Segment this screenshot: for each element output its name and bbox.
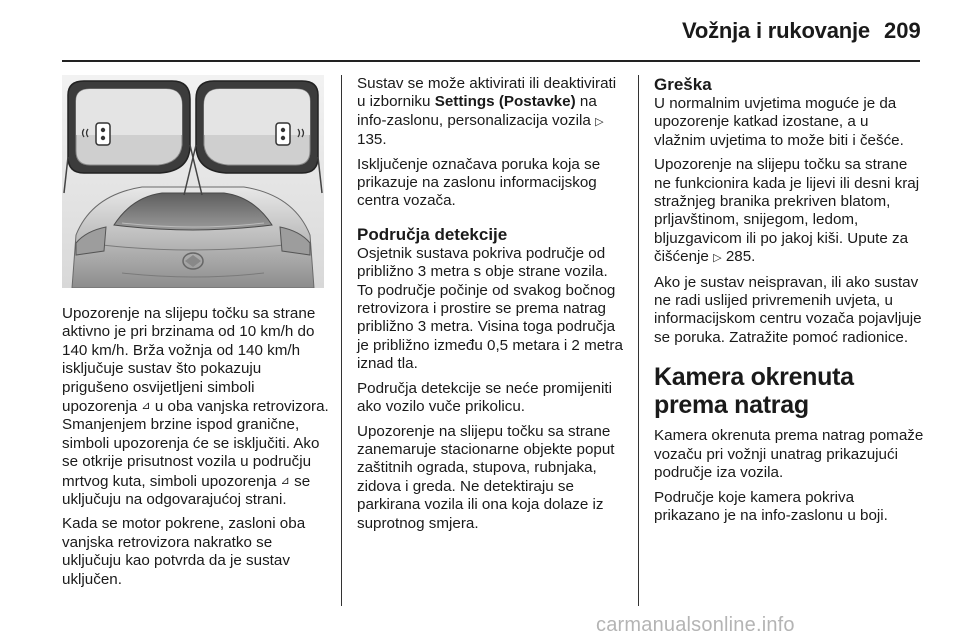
page-title: Vožnja i rukovanje <box>682 18 870 43</box>
heading-detection-zones: Područja detekcije <box>357 224 508 244</box>
paragraph-deactivation: Isključenje označava poruka koja se prikazuje na zaslonu informacijskog centra vozača. <box>357 155 601 210</box>
paragraph-bumper-covered <box>654 156 924 267</box>
blind-spot-mirrors-illustration <box>62 75 324 288</box>
text-span: Sustav se može aktivirati ili deaktivirati u izborniku <box>357 75 617 111</box>
column-3 <box>654 75 924 531</box>
paragraph-trailer: Područja detekcije se neće promijeniti ako vozilo vuče prikolicu. <box>357 379 612 416</box>
header-divider <box>62 60 920 62</box>
blind-spot-warning-icon-left <box>96 123 110 145</box>
heading-rear-view-camera: Kamera okrenuta prema natrag <box>654 363 854 420</box>
paragraph-engine-start: Kada se motor pokrene, zasloni oba vanjska retrovizora nakratko se uključuju kao potvrda da je sustav uključen. <box>62 515 306 588</box>
page-number: 209 <box>884 18 921 43</box>
text-span: na info-zaslonu, personalizacija vozila <box>357 93 597 129</box>
column-1 <box>62 305 330 595</box>
blind-spot-warning-icon-right <box>276 123 290 145</box>
heading-fault: Greška <box>654 75 712 94</box>
paragraph-normal-conditions: U normalnim uvjetima moguće je da upozorenje katkad izostane, a u vlažnim uvjetima to može biti i češće. <box>654 95 904 149</box>
paragraph-stationary-objects: Upozorenje na slijepu točku sa strane zanemaruje stacionarne objekte poput zaštitnih ograda, stupova, rubnjaka, zidova i greda. Ne detektiraju se parkirana vozila ili ona koja dolaze iz suprotnog smjera. <box>357 422 615 532</box>
page-reference-arrow-icon: ▷ <box>713 252 722 265</box>
paragraph-camera-help: Kamera okrenuta prema natrag pomaže vozaču pri vožnji unatrag prikazujući područje iza vozila. <box>654 427 924 482</box>
blind-spot-symbol-icon: ⊿ <box>280 474 290 487</box>
paragraph-activation <box>357 75 627 150</box>
paragraph-sensor-coverage: Osjetnik sustava pokriva područje od približno 3 metra s obje strane vozila. To područje počinje od svakog bočnog retrovizora i prostire se prema natrag približno 3 metra. Visina toga područja je približno između 0,5 metara i 2 metra iznad tla. <box>357 244 623 373</box>
page-reference-link[interactable]: 285. <box>725 248 756 266</box>
watermark-text: carmanualsonline.info <box>596 614 795 636</box>
text-span: u oba vanjska retrovizora. Smanjenjem brzine ispod granične, simboli upozorenja će se isključiti. Ako se otkrije prisutnost vozila u području mrtvog kuta, simboli upozorenja <box>62 398 329 490</box>
blind-spot-symbol-icon: ⊿ <box>141 400 151 413</box>
text-span: Upozorenje na slijepu točku sa strane ne funkcionira kada je lijevi ili desni kraj stražnjeg branika prekriven blatom, prljavštinom, snijegom, ledom, bljuzgavicom ili po jakoj kiši. Upute za čišćenje <box>654 156 920 266</box>
paragraph-camera-display: Područje koje kamera pokriva prikazano je na info-zaslonu u boji. <box>654 488 888 524</box>
page-reference-link[interactable]: 135. <box>357 131 387 149</box>
car-rear-mirrors-image <box>62 75 324 288</box>
column-divider-2 <box>638 75 639 606</box>
column-2 <box>357 75 627 539</box>
text-span: se uključuju na odgovarajućoj strani. <box>62 472 311 509</box>
paragraph-malfunction: Ako je sustav neispravan, ili ako sustav ne radi uslijed privremenih uvjeta, u informacijskom centru vozača pojavljuje se poruka. Zatražite pomoć radionice. <box>654 273 922 346</box>
column-divider-1 <box>341 75 342 606</box>
text-span: Upozorenje na slijepu točku sa strane aktivno je pri brzinama od 10 km/h do 140 km/h. Brža vožnja od 140 km/h isključuje sustav što pokazuju prigušeno osvijetljeni simboli upozorenja <box>62 305 316 416</box>
settings-menu-term: Settings (Postavke) <box>434 93 576 111</box>
page-reference-arrow-icon: ▷ <box>595 115 604 128</box>
paragraph-warning-speed <box>62 305 330 509</box>
